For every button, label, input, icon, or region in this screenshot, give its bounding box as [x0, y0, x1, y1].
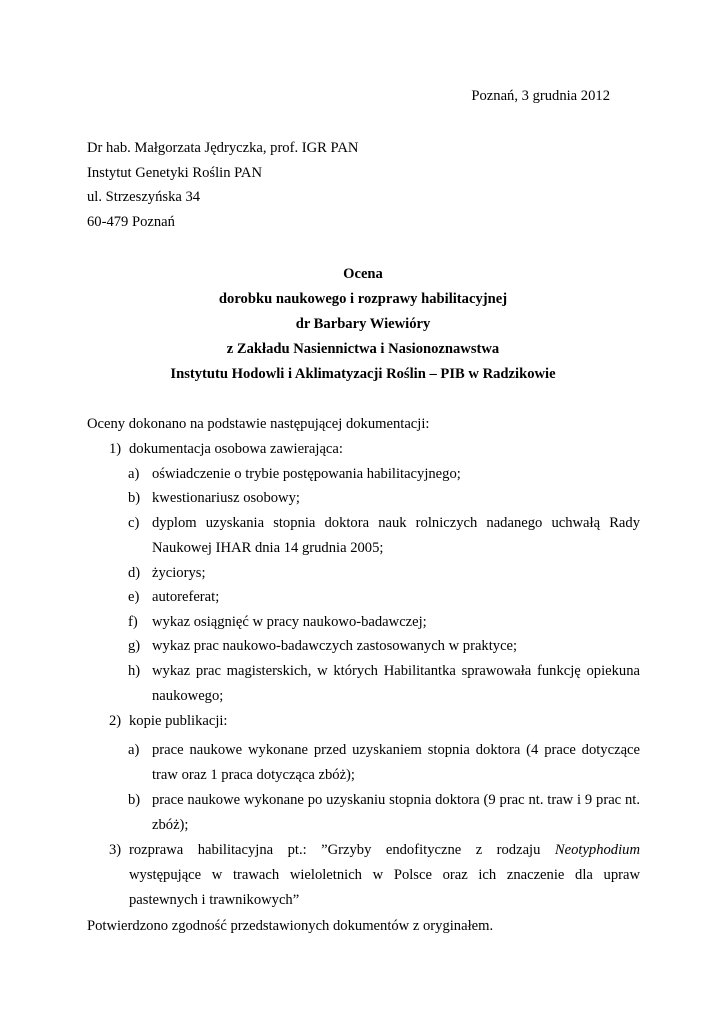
section-3-genus-name: Neotyphodium — [554, 842, 640, 858]
title-line-5: Instytutu Hodowli i Aklimatyzacji Roślin – PIB w Radzikowie — [170, 366, 556, 382]
section-1-number: 1) — [109, 441, 122, 457]
section-1a-text: oświadczenie o trybie postępowania habilitacyjnego; — [152, 466, 461, 482]
section-1b-letter: b) — [128, 490, 141, 506]
section-1e-letter: e) — [128, 589, 140, 605]
section-3-text-line1 — [129, 838, 640, 863]
section-1d-letter: d) — [128, 565, 141, 581]
section-1c-text-line1: dyplom uzyskania stopnia doktora nauk rolniczych nadanego uchwałą Rady — [152, 515, 640, 531]
address-name: Dr hab. Małgorzata Jędryczka, prof. IGR PAN — [87, 140, 359, 156]
section-1c-text-line2: Naukowej IHAR dnia 14 grudnia 2005; — [152, 540, 384, 556]
section-1c-letter: c) — [128, 515, 140, 531]
section-2-label: kopie publikacji: — [129, 713, 228, 729]
address-institute: Instytut Genetyki Roślin PAN — [87, 164, 263, 181]
section-1d-text: życiorys; — [152, 565, 206, 581]
section-3-text-line2: występujące w trawach wieloletnich w Polsce oraz ich znaczenie dla upraw — [129, 867, 640, 883]
section-1g-letter: g) — [128, 638, 141, 654]
section-1h-text-line1: wykaz prac magisterskich, w których Habilitantka sprawowała funkcję opiekuna — [152, 663, 640, 679]
basis-intro: Oceny dokonano na podstawie następującej dokumentacji: — [87, 416, 430, 432]
section-1g-text: wykaz prac naukowo-badawczych zastosowanych w praktyce; — [152, 638, 518, 654]
section-2b-text-line2: zbóż); — [152, 817, 189, 833]
section-2b-letter: b) — [128, 792, 141, 808]
title-line-2: dorobku naukowego i rozprawy habilitacyjnej — [218, 291, 508, 307]
section-2-number: 2) — [109, 713, 122, 729]
title-line-1: Ocena — [343, 266, 383, 282]
section-3-title-start: rozprawa habilitacyjna pt.: ”Grzyby endofityczne z rodzaju — [129, 842, 555, 858]
section-2a-text-line2: traw oraz 1 praca dotycząca zbóż); — [152, 767, 355, 783]
section-1h-letter: h) — [128, 663, 141, 679]
recipient-address — [87, 136, 358, 235]
section-2b-text-line1: prace naukowe wykonane po uzyskaniu stopnia doktora (9 prac nt. traw i 9 prac nt. — [152, 792, 640, 808]
section-1f-text: wykaz osiągnięć w pracy naukowo-badawczej; — [152, 614, 427, 630]
address-city: 60-479 Poznań — [87, 214, 175, 231]
section-1-label: dokumentacja osobowa zawierająca: — [129, 441, 343, 457]
section-1f-letter: f) — [128, 614, 138, 630]
address-street: ul. Strzeszyńska 34 — [87, 189, 201, 206]
title-line-4: z Zakładu Nasiennictwa i Nasionoznawstwa — [226, 341, 500, 357]
section-3-text-line3: pastewnych i trawnikowych” — [129, 892, 300, 908]
section-1h-text-line2: naukowego; — [152, 688, 224, 704]
document-title — [87, 262, 639, 387]
section-2a-text-line1: prace naukowe wykonane przed uzyskaniem stopnia doktora (4 prace dotyczące — [152, 742, 640, 758]
closing-statement: Potwierdzono zgodność przedstawionych dokumentów z oryginałem. — [87, 918, 494, 934]
section-1a-letter: a) — [128, 466, 140, 482]
title-line-3: dr Barbary Wiewióry — [295, 316, 431, 332]
section-1e-text: autoreferat; — [152, 589, 220, 605]
section-3-number: 3) — [109, 842, 122, 858]
section-2a-letter: a) — [128, 742, 140, 758]
document-date: Poznań, 3 grudnia 2012 — [471, 88, 610, 104]
section-1b-text: kwestionariusz osobowy; — [152, 490, 300, 506]
